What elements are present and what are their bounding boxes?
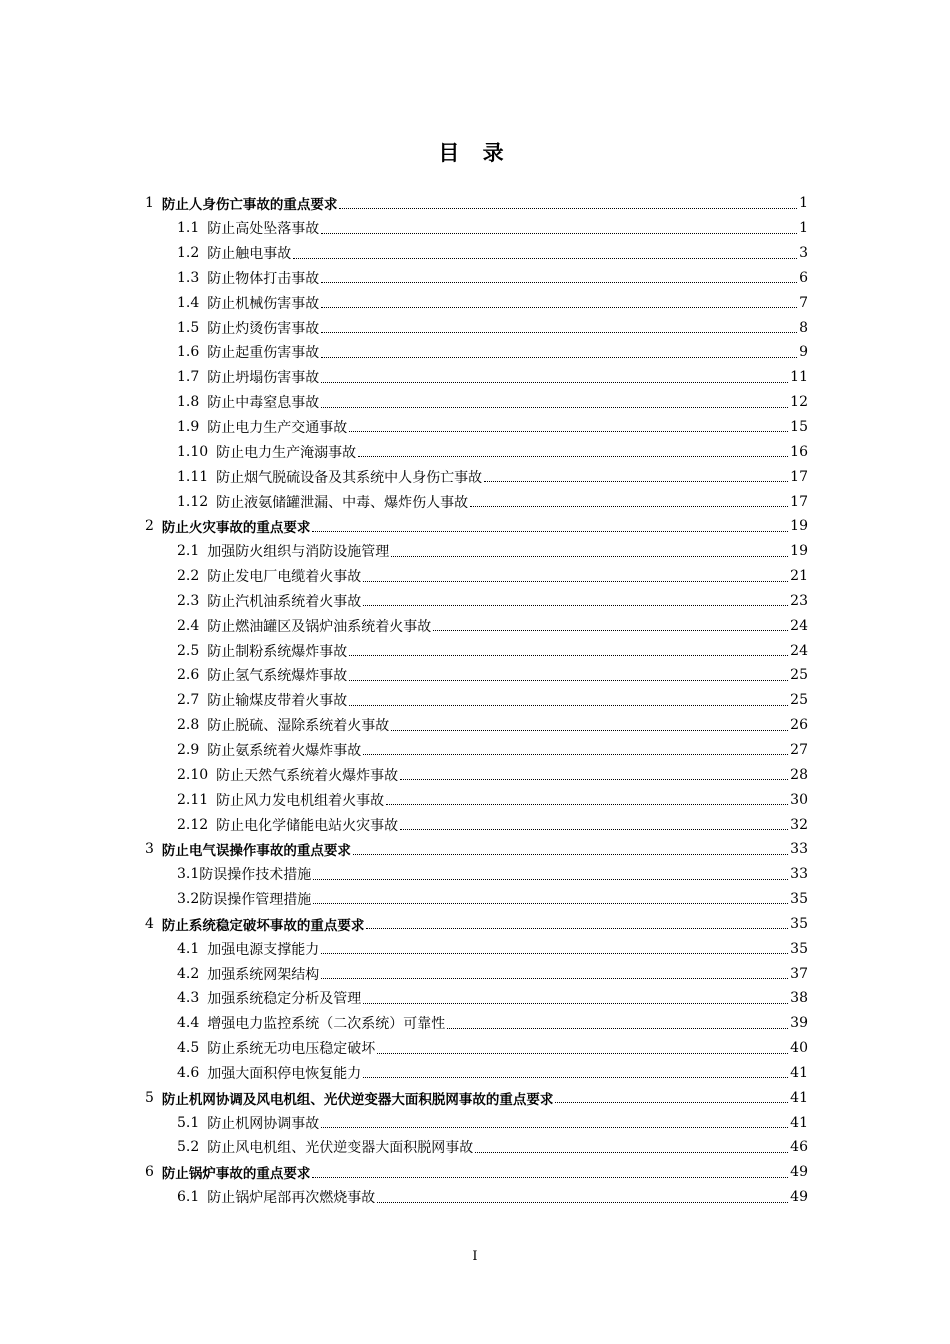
toc-section-entry[interactable] bbox=[0, 762, 808, 787]
page-title: 目 录 bbox=[438, 141, 512, 165]
toc-chapter-entry[interactable] bbox=[0, 837, 808, 862]
toc-entry-number: 1.5 bbox=[177, 319, 200, 336]
toc-section-entry[interactable] bbox=[0, 315, 808, 340]
toc-entry-title: 防止机械伤害事故 bbox=[207, 295, 320, 312]
toc-entry-page: 33 bbox=[790, 866, 808, 883]
toc-entry-page: 33 bbox=[790, 841, 808, 858]
toc-entry-page: 40 bbox=[790, 1040, 808, 1057]
toc-entry-page: 39 bbox=[790, 1015, 808, 1032]
toc-entry-page: 15 bbox=[790, 419, 808, 436]
toc-entry-page: 41 bbox=[790, 1114, 808, 1131]
dot-leader bbox=[349, 679, 788, 681]
toc-entry-page: 25 bbox=[790, 667, 808, 684]
toc-chapter-entry[interactable] bbox=[0, 1160, 808, 1185]
toc-entry-page: 23 bbox=[790, 592, 808, 609]
dot-leader bbox=[363, 1076, 788, 1078]
toc-section-entry[interactable] bbox=[0, 961, 808, 986]
toc-section-entry[interactable] bbox=[0, 663, 808, 688]
toc-entry-page: 37 bbox=[790, 965, 808, 982]
toc-entry-title: 增强电力监控系统（二次系统）可靠性 bbox=[207, 1016, 446, 1033]
dot-leader bbox=[321, 356, 797, 358]
toc-section-entry[interactable] bbox=[0, 564, 808, 589]
dot-leader bbox=[339, 207, 797, 209]
toc-section-entry[interactable] bbox=[0, 862, 808, 887]
toc-section-entry[interactable] bbox=[0, 216, 808, 241]
toc-section-entry[interactable] bbox=[0, 489, 808, 514]
toc-entry-page: 6 bbox=[799, 269, 808, 286]
toc-chapter-entry[interactable] bbox=[0, 514, 808, 539]
toc-entry-page: 26 bbox=[790, 717, 808, 734]
toc-entry-number: 4.5 bbox=[177, 1040, 200, 1057]
toc-entry-page: 1 bbox=[799, 195, 808, 212]
toc-entry-number: 1.3 bbox=[177, 269, 200, 286]
toc-entry-title: 防误操作管理措施 bbox=[199, 892, 312, 909]
toc-entry-number: 2.9 bbox=[177, 741, 200, 758]
toc-entry-number: 1 bbox=[145, 195, 154, 212]
toc-entry-title: 防止坍塌伤害事故 bbox=[207, 370, 320, 387]
dot-leader bbox=[400, 778, 788, 780]
toc-entry-number: 4.2 bbox=[177, 965, 200, 982]
toc-section-entry[interactable] bbox=[0, 713, 808, 738]
toc-entry-number: 2.2 bbox=[177, 568, 200, 585]
toc-entry-page: 30 bbox=[790, 791, 808, 808]
toc-entry-title: 防止系统稳定破坏事故的重点要求 bbox=[161, 917, 365, 934]
toc-entry-number: 1.9 bbox=[177, 419, 200, 436]
toc-entry-page: 11 bbox=[790, 369, 808, 386]
dot-leader bbox=[470, 505, 788, 507]
toc-entry-title: 防止输煤皮带着火事故 bbox=[207, 693, 348, 710]
toc-entry-number: 4 bbox=[145, 915, 154, 932]
dot-leader bbox=[321, 952, 788, 954]
toc-entry-title: 防止发电厂电缆着火事故 bbox=[207, 569, 362, 586]
toc-entry-number: 6.1 bbox=[177, 1189, 200, 1206]
toc-section-entry[interactable] bbox=[0, 365, 808, 390]
dot-leader bbox=[321, 977, 788, 979]
toc-entry-title: 防止氢气系统爆炸事故 bbox=[207, 668, 348, 685]
toc-entry-title: 防止电化学储能电站火灾事故 bbox=[216, 817, 399, 834]
toc-entry-page: 8 bbox=[799, 319, 808, 336]
dot-leader bbox=[447, 1027, 788, 1029]
toc-section-entry[interactable] bbox=[0, 390, 808, 415]
toc-entry-page: 49 bbox=[790, 1189, 808, 1206]
toc-entry-page: 35 bbox=[790, 915, 808, 932]
toc-entry-page: 41 bbox=[790, 1064, 808, 1081]
dot-leader bbox=[391, 555, 788, 557]
toc-section-entry[interactable] bbox=[0, 738, 808, 763]
toc-entry-title: 加强防火组织与消防设施管理 bbox=[207, 544, 390, 561]
toc-entry-page: 19 bbox=[790, 543, 808, 560]
toc-entry-number: 2.6 bbox=[177, 667, 200, 684]
dot-leader bbox=[349, 704, 788, 706]
toc-entry-title: 防止电力生产淹溺事故 bbox=[216, 444, 357, 461]
toc-entry-title: 防止烟气脱硫设备及其系统中人身伤亡事故 bbox=[216, 469, 483, 486]
dot-leader bbox=[321, 232, 797, 234]
toc-entry-number: 2.4 bbox=[177, 617, 200, 634]
dot-leader bbox=[363, 580, 788, 582]
toc-section-entry[interactable] bbox=[0, 986, 808, 1011]
toc-entry-page: 7 bbox=[799, 294, 808, 311]
toc-chapter-entry[interactable] bbox=[0, 1085, 808, 1110]
toc-chapter-entry[interactable] bbox=[0, 911, 808, 936]
toc-section-entry[interactable] bbox=[0, 589, 808, 614]
toc-entry-number: 2.10 bbox=[177, 766, 209, 783]
toc-entry-page: 27 bbox=[790, 741, 808, 758]
toc-section-entry[interactable] bbox=[0, 464, 808, 489]
footer-page-number: I bbox=[472, 1249, 478, 1264]
toc-entry-title: 防止锅炉尾部再次燃烧事故 bbox=[207, 1190, 376, 1207]
toc-entry-number: 1.11 bbox=[177, 468, 209, 485]
toc-entry-number: 4.4 bbox=[177, 1015, 200, 1032]
toc-entry-number: 2.3 bbox=[177, 592, 200, 609]
toc-entry-page: 32 bbox=[790, 816, 808, 833]
toc-entry-page: 24 bbox=[790, 617, 808, 634]
toc-entry-title: 防误操作技术措施 bbox=[199, 867, 312, 884]
toc-entry-number: 2.7 bbox=[177, 692, 200, 709]
toc-entry-page: 28 bbox=[790, 766, 808, 783]
toc-entry-title: 防止高处坠落事故 bbox=[207, 221, 320, 238]
dot-leader bbox=[353, 853, 788, 855]
toc-entry-title: 防止风力发电机组着火事故 bbox=[216, 792, 385, 809]
toc-entry-title: 防止天然气系统着火爆炸事故 bbox=[216, 767, 399, 784]
toc-entry-number: 2.12 bbox=[177, 816, 209, 833]
toc-entry-number: 2 bbox=[145, 518, 154, 535]
toc-entry-title: 防止人身伤亡事故的重点要求 bbox=[161, 197, 338, 214]
toc-section-entry[interactable] bbox=[0, 688, 808, 713]
toc-entry-number: 4.1 bbox=[177, 940, 200, 957]
toc-entry-number: 1.7 bbox=[177, 369, 200, 386]
toc-section-entry[interactable] bbox=[0, 539, 808, 564]
dot-leader bbox=[358, 455, 788, 457]
dot-leader bbox=[293, 257, 797, 259]
toc-section-entry[interactable] bbox=[0, 1036, 808, 1061]
toc-entry-number: 4.3 bbox=[177, 990, 200, 1007]
toc-entry-page: 49 bbox=[790, 1164, 808, 1181]
toc-section-entry[interactable] bbox=[0, 340, 808, 365]
dot-leader bbox=[386, 803, 788, 805]
toc-entry-number: 3 bbox=[145, 841, 154, 858]
dot-leader bbox=[321, 1126, 788, 1128]
toc-section-entry[interactable] bbox=[0, 887, 808, 912]
toc-section-entry[interactable] bbox=[0, 1011, 808, 1036]
toc-entry-title: 防止中毒窒息事故 bbox=[207, 395, 320, 412]
toc-section-entry[interactable] bbox=[0, 439, 808, 464]
toc-entry-number: 2.8 bbox=[177, 717, 200, 734]
toc-entry-number: 1.4 bbox=[177, 294, 200, 311]
dot-leader bbox=[312, 530, 788, 532]
toc-entry-title: 防止触电事故 bbox=[207, 246, 292, 263]
dot-leader bbox=[475, 1151, 788, 1153]
toc-entry-page: 1 bbox=[799, 220, 808, 237]
toc-entry-title: 防止液氨储罐泄漏、中毒、爆炸伤人事故 bbox=[216, 494, 469, 511]
toc-entry-title: 防止燃油罐区及锅炉油系统着火事故 bbox=[207, 618, 432, 635]
toc-entry-title: 防止系统无功电压稳定破坏 bbox=[207, 1041, 376, 1058]
toc-entry-page: 16 bbox=[790, 443, 808, 460]
toc-entry-title: 防止物体打击事故 bbox=[207, 270, 320, 287]
toc-entry-number: 3.2 bbox=[177, 891, 200, 908]
toc-entry-number: 1.8 bbox=[177, 394, 200, 411]
toc-entry-title: 防止火灾事故的重点要求 bbox=[161, 520, 311, 537]
toc-entry-title: 防止氨系统着火爆炸事故 bbox=[207, 742, 362, 759]
toc-entry-page: 19 bbox=[790, 518, 808, 535]
dot-leader bbox=[363, 1002, 788, 1004]
toc-entry-number: 2.11 bbox=[177, 791, 209, 808]
dot-leader bbox=[321, 331, 797, 333]
toc-entry-page: 12 bbox=[790, 394, 808, 411]
toc-entry-number: 1.6 bbox=[177, 344, 200, 361]
toc-entry-title: 防止起重伤害事故 bbox=[207, 345, 320, 362]
toc-section-entry[interactable] bbox=[0, 787, 808, 812]
dot-leader bbox=[391, 729, 788, 731]
toc-entry-title: 防止机网协调事故 bbox=[207, 1115, 320, 1132]
toc-entry-page: 41 bbox=[790, 1089, 808, 1106]
dot-leader bbox=[363, 753, 788, 755]
toc-entry-title: 防止脱硫、湿除系统着火事故 bbox=[207, 718, 390, 735]
toc-entry-page: 24 bbox=[790, 642, 808, 659]
toc-entry-title: 加强系统网架结构 bbox=[207, 966, 320, 983]
toc-entry-number: 2.5 bbox=[177, 642, 200, 659]
dot-leader bbox=[555, 1101, 788, 1103]
toc-entry-title: 加强系统稳定分析及管理 bbox=[207, 991, 362, 1008]
dot-leader bbox=[366, 927, 788, 929]
toc-entry-number: 4.6 bbox=[177, 1064, 200, 1081]
toc-section-entry[interactable] bbox=[0, 1110, 808, 1135]
toc-entry-title: 防止制粉系统爆炸事故 bbox=[207, 643, 348, 660]
toc-section-entry[interactable] bbox=[0, 290, 808, 315]
toc-entry-title: 加强大面积停电恢复能力 bbox=[207, 1065, 362, 1082]
dot-leader bbox=[349, 430, 788, 432]
toc-entry-page: 17 bbox=[790, 468, 808, 485]
toc-section-entry[interactable] bbox=[0, 936, 808, 961]
toc-entry-title: 防止机网协调及风电机组、光伏逆变器大面积脱网事故的重点要求 bbox=[161, 1091, 554, 1108]
dot-leader bbox=[313, 878, 788, 880]
toc-entry-number: 5 bbox=[145, 1089, 154, 1106]
toc-section-entry[interactable] bbox=[0, 1185, 808, 1210]
toc-entry-page: 35 bbox=[790, 940, 808, 957]
toc-entry-title: 防止电气误操作事故的重点要求 bbox=[161, 843, 351, 860]
toc-entry-number: 3.1 bbox=[177, 866, 200, 883]
toc-entry-page: 38 bbox=[790, 990, 808, 1007]
dot-leader bbox=[377, 1201, 788, 1203]
toc-section-entry[interactable] bbox=[0, 812, 808, 837]
toc-section-entry[interactable] bbox=[0, 241, 808, 266]
dot-leader bbox=[321, 281, 797, 283]
toc-chapter-entry[interactable] bbox=[0, 191, 808, 216]
toc-section-entry[interactable] bbox=[0, 638, 808, 663]
dot-leader bbox=[377, 1052, 788, 1054]
dot-leader bbox=[349, 654, 788, 656]
toc-entry-title: 加强电源支撑能力 bbox=[207, 941, 320, 958]
toc-entry-number: 1.12 bbox=[177, 493, 209, 510]
toc-entry-number: 1.2 bbox=[177, 245, 200, 262]
toc-entry-number: 6 bbox=[145, 1164, 154, 1181]
dot-leader bbox=[400, 828, 788, 830]
dot-leader bbox=[313, 902, 788, 904]
dot-leader bbox=[312, 1176, 788, 1178]
toc-entry-title: 防止风电机组、光伏逆变器大面积脱网事故 bbox=[207, 1140, 474, 1157]
toc-entry-number: 1.1 bbox=[177, 220, 200, 237]
toc-entry-page: 25 bbox=[790, 692, 808, 709]
toc-entry-title: 防止汽机油系统着火事故 bbox=[207, 593, 362, 610]
dot-leader bbox=[363, 604, 788, 606]
toc-section-entry[interactable] bbox=[0, 415, 808, 440]
toc-entry-number: 2.1 bbox=[177, 543, 200, 560]
toc-section-entry[interactable] bbox=[0, 613, 808, 638]
toc-entry-page: 9 bbox=[799, 344, 808, 361]
toc-entry-page: 46 bbox=[790, 1139, 808, 1156]
dot-leader bbox=[321, 381, 788, 383]
toc-entry-number: 5.1 bbox=[177, 1114, 200, 1131]
toc-entry-page: 35 bbox=[790, 891, 808, 908]
dot-leader bbox=[321, 306, 797, 308]
dot-leader bbox=[321, 406, 788, 408]
toc-entry-title: 防止灼烫伤害事故 bbox=[207, 320, 320, 337]
toc-entry-number: 5.2 bbox=[177, 1139, 200, 1156]
dot-leader bbox=[484, 480, 788, 482]
toc-section-entry[interactable] bbox=[0, 266, 808, 291]
toc-entry-title: 防止锅炉事故的重点要求 bbox=[161, 1166, 311, 1183]
toc-entry-page: 21 bbox=[790, 568, 808, 585]
toc-section-entry[interactable] bbox=[0, 1061, 808, 1086]
toc-entry-number: 1.10 bbox=[177, 443, 209, 460]
toc-entry-page: 3 bbox=[799, 245, 808, 262]
toc-entry-page: 17 bbox=[790, 493, 808, 510]
toc-entry-title: 防止电力生产交通事故 bbox=[207, 420, 348, 437]
toc-section-entry[interactable] bbox=[0, 1135, 808, 1160]
table-of-contents bbox=[0, 191, 950, 1210]
dot-leader bbox=[433, 629, 788, 631]
